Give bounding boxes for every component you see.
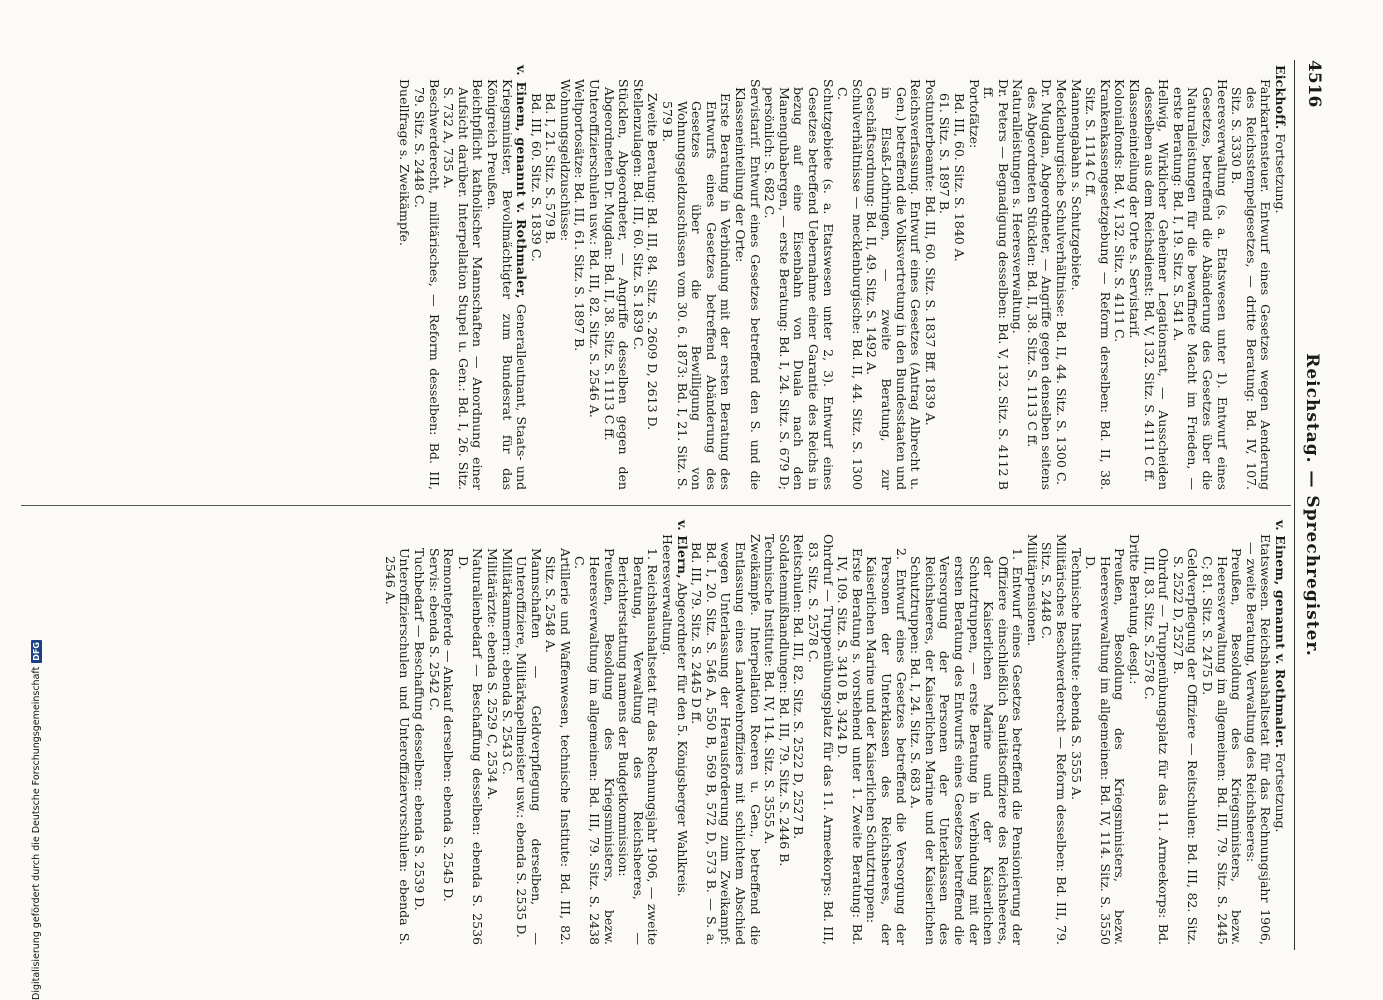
register-subentry <box>411 65 440 490</box>
entry-heading: v. Einem, genannt v. Rothmaler, <box>514 65 530 299</box>
entry-text: Reichsverfassung. Entwurf eines Gesetzes (Antrag Albrecht u. Gen.) betreffend die Volksvertretung in den Bundesstaaten und in Elsaß-Lothringen, — zweite Beratung, zur Geschäftsordnung: Bd. II, 49. Sitz. S. 1492 A. <box>864 79 924 490</box>
entry-text: Fortsetzung. <box>1273 752 1288 833</box>
register-subentry <box>1083 520 1127 945</box>
entry-text: 1. Entwurf eines Gesetzes betreffend die Pensionierung der Offiziere einschließlich Sanitätsoffiziere des Reichsheeres, der Kaiserlichen Marine und der Kaiserlichen Schutztruppen, — erste Beratung in Verbindung mit der ersten Beratung des Entwurfs eines Gesetzes betreffend die Versorgung der Personen der Unterklassen des Reichsheeres, der Kaiserlichen Marine und der Kaiserlichen Schutztruppen: Bd. I, 24. Sitz. S. 683 A. <box>908 548 1026 945</box>
entry-text: Zweikämpfe. Interpellation Roeren u. Gen., betreffend die Entlassung eines Landwehroffiziers mit schlichtem Abschied wegen Unterlassung der Herausforderung zum Zweikampf: Bd. I, 20. Sitz. S. 546 A, 550 B, 569 B, 572 D, 573 B. — S. a. Bd. III, 79. Sitz. S. 2445 D ff. <box>689 534 763 945</box>
entry-text: Erste Beratung in Verbindung mit der ersten Beratung des Entwurfs eines Gesetzes betreffend Abänderung des Gesetzes über die Bewilligung von Wohnungsgeldzuschüssen vom 30. 6. 1873: Bd. I, 21. Sitz. S. 579 B. <box>660 93 734 490</box>
register-subentry <box>441 520 456 945</box>
register-subentry <box>762 65 835 490</box>
register-subentry <box>835 65 864 490</box>
entry-text: Weltportosätze: Bd. III, 61. Sitz. S. 1897 B. <box>572 79 588 352</box>
register-subentry <box>951 65 966 490</box>
entry-text: Militärpensionen. <box>1024 534 1040 647</box>
entry-text: Militärisches Beschwerderecht — Reform desselben: Bd. III, 79. Sitz. S. 2448 C. <box>1039 534 1070 945</box>
register-subentry <box>732 65 761 490</box>
register-subentry <box>411 520 426 945</box>
entry-heading: v. Elern, <box>674 520 690 579</box>
entry-text: Artillerie und Waffenwesen, technische Institute: Bd. III, 82. Sitz. S. 2548 A. <box>543 548 573 945</box>
register-subentry <box>937 65 952 490</box>
entry-text: Stücklen, Abgeordneter, — Angriffe desselben gegen den Abgeordneten Dr. Mugdan: Bd. II, 38. Sitz. S. 1113 C ff. <box>601 79 632 490</box>
register-subentry <box>543 520 572 945</box>
register-subentry <box>1068 65 1083 490</box>
register-subentry <box>1024 65 1053 490</box>
entry-text: Militärärzte: ebenda S. 2529 C, 2534 A. <box>484 548 500 800</box>
entry-text: Remontepferde — Ankauf derselben: ebenda S. 2545 D. <box>441 548 457 902</box>
register-subentry <box>864 65 922 490</box>
register-subentry <box>835 520 864 945</box>
entry-text: Fortsetzung. <box>1273 133 1288 214</box>
entry-text: 61. Sitz. S. 1897 B. <box>937 93 953 214</box>
register-subentry <box>1126 65 1141 490</box>
register-entry <box>1272 65 1287 490</box>
entry-text: Dr. Mugdan, Abgeordneter, — Angriffe gegen denselben seitens des Abgeordneten Stücklen: Bd. II, 38. Sitz. S. 1113 C ff. <box>1024 79 1055 490</box>
digitization-caption <box>22 0 50 1000</box>
register-subentry <box>908 520 1025 945</box>
register-subentry <box>1170 520 1199 945</box>
entry-text: Fahrkartensteuer. Entwurf eines Gesetzes wegen Aenderung des Reichsstempelgesetzes, — dritte Beratung: Bd. IV, 107. Sitz. S. 3330 B. <box>1229 79 1274 490</box>
entry-text: Bd. I, 21. Sitz. S. 579 B. <box>543 93 559 245</box>
entry-text: Naturalienbedarf — Beschaffung desselben: ebenda S. 2536 D. <box>455 548 486 945</box>
register-subentry <box>1024 520 1039 945</box>
entry-text: Mecklenburgische Schulverhältnisse: Bd. II, 44. Sitz. S. 1300 C. <box>1054 79 1070 486</box>
register-subentry <box>441 65 485 490</box>
register-subentry <box>557 65 572 490</box>
entry-text: Preußen, Besoldung des Kriegsministers, bezw. Heeresverwaltung im allgemeinen: Bd. III, 79. Sitz. S. 2438 C. <box>572 548 617 945</box>
register-subentry <box>572 520 616 945</box>
entry-text: Geldverpflegung der Offiziere — Reitschulen: Bd. III, 82. Sitz. S. 2522 D, 2527 B. <box>1170 548 1201 945</box>
entry-text: Tuchbedarf — Beschaffung desselben: ebenda S. 2539 D. <box>411 548 427 911</box>
entry-text: 1. Reichshaushaltsetat für das Rechnungsjahr 1906, — zweite Beratung, Verwaltung des Reichsheeres, — Berichterstattung namens der Budgetkommission: <box>616 548 661 945</box>
register-subentry <box>791 520 806 945</box>
right-column <box>382 520 1287 945</box>
entry-text: Etatswesen. Reichshaushaltsetat für das Rechnungsjahr 1906, — zweite Beratung, Verwaltung des Reichsheeres: <box>1243 534 1274 945</box>
register-subentry <box>1010 65 1025 490</box>
entry-text: Klasseneinteilung der Orte s. Servistarif. <box>1127 79 1143 339</box>
entry-text: Heeresverwaltung (s. a. Etatswesen unter 1). Entwurf eines Gesetzes, betreffend die Abänderung des Gesetzes über die Naturalleistungen für die bewaffnete Macht im Frieden, — erste Beratung: Bd. I, 19. Sitz. S. 541 A. <box>1170 79 1230 490</box>
entry-text: Erste Beratung s. vorstehend unter 1. Zweite Beratung: Bd. IV, 109. Sitz. S. 3410 B, 3424 D. <box>835 548 865 945</box>
register-subentry <box>572 65 587 490</box>
entry-heading: Eickhoff. <box>1273 65 1288 130</box>
entry-text: Preußen, Besoldung des Kriegsministers, bezw. Heeresverwaltung im allgemeinen: Bd. III, 79. Sitz. S. 2445 C; 81. Sitz. S. 2475 D. <box>1200 548 1245 945</box>
register-subentry <box>630 65 645 490</box>
entry-text: Ohrdruf — Truppenübungsplatz für das 11. Armeekorps: Bd. III, 83. Sitz. S. 2578 C. <box>1141 548 1172 945</box>
entry-text: Technische Institute: Bd. IV, 114. Sitz. S. 3555 A. <box>762 534 778 845</box>
register-subentry <box>645 65 660 490</box>
entry-text: Unteroffizierschulen und Unteroffiziervorschulen: ebenda S. 2546 A. <box>382 548 413 945</box>
register-subentry <box>689 520 762 945</box>
entry-text: Zweite Beratung: Bd. III, 84. Sitz. S. 2609 D, 2613 D. <box>645 93 661 431</box>
entry-text: Postunterbeamte: Bd. III, 60. Sitz. S. 1837 Bff. 1839 A. <box>922 79 938 426</box>
entry-text: Duellfrage s. Zweikämpfe. <box>397 79 413 246</box>
entry-text: Mannengabahn s. Schutzgebiete. <box>1068 79 1084 291</box>
register-subentry <box>543 65 558 490</box>
digitization-note: Digitalisierung gefördert durch die Deutsche Forschungsgemeinschaft <box>30 666 42 1000</box>
entry-text: Dr. Peters — Begnadigung desselben: Bd. V, 132. Sitz. S. 4112 B ff. <box>981 79 1011 490</box>
register-subentry <box>1141 65 1170 490</box>
entry-text: Schutzgebiete (s. a. Etatswesen unter 2, 3). Entwurf eines Gesetzes betreffend Uebernahme einer Garantie des Reichs in bezug auf eine Eisenbahn von Duala nach den Manengubabergen, — erste Beratung: Bd. I, 24. Sitz. S. 679 D; persönlich: S. 682 C. <box>762 79 836 490</box>
register-entry <box>484 65 528 490</box>
register-subentry <box>864 520 908 945</box>
register-subentry <box>455 520 484 945</box>
entry-text: 2. Entwurf eines Gesetzes betreffend die Versorgung der Personen der Unterklassen des Reichsheeres, der Kaiserlichen Marine und der Kaiserlichen Schutztruppen: <box>864 548 909 945</box>
register-subentry <box>587 65 602 490</box>
entry-text: Stellenzulagen: Bd. III, 60. Sitz. S. 1839 C. <box>630 79 646 350</box>
register-subentry <box>514 520 543 945</box>
entry-text: Militärkammern: ebenda S. 2543 C. <box>499 548 515 775</box>
register-subentry <box>382 520 411 945</box>
entry-text: Servis: ebenda S. 2542 C. <box>426 548 442 711</box>
register-entry <box>674 520 689 945</box>
register-entry <box>1272 520 1287 945</box>
entry-text: Unteroffizierschulen usw.: Bd. III, 82. Sitz. S. 2546 A. <box>587 79 603 418</box>
register-subentry <box>1243 520 1272 945</box>
entry-text: Hellwig, Wirklicher Geheimer Legationsrat, — Ausscheiden desselben aus dem Reichsdienst: Bd. V, 132. Sitz. S. 4111 C ff. <box>1141 79 1172 490</box>
entry-text: Bd. III, 60. Sitz. S. 1840 A. <box>951 93 967 262</box>
register-subentry <box>805 520 834 945</box>
register-subentry <box>499 520 514 945</box>
entry-text: Heeresverwaltung. <box>660 534 676 656</box>
entry-text: Dritte Beratung, desgl.: <box>1127 534 1143 685</box>
register-subentry <box>1126 520 1141 945</box>
entry-text: Krankenkassengesetzgebung — Reform derselben: Bd. II, 38. Sitz. S. 1114 C ff. <box>1083 79 1113 490</box>
register-subentry <box>484 520 499 945</box>
register-subentry <box>1141 520 1170 945</box>
register-subentry <box>1068 520 1083 945</box>
entry-text: Kolonialfonds: Bd. V, 132. Sitz. S. 4111 C. <box>1112 79 1128 343</box>
entry-text: Wohnungsgeldzuschüsse: <box>557 79 573 242</box>
entry-text: Beschwerderecht, militärisches, — Reform desselben: Bd. III, 79. Sitz. S. 2448 C. <box>411 79 442 490</box>
register-subentry <box>762 520 777 945</box>
register-subentry <box>1039 520 1068 945</box>
entry-heading: v. Einem, genannt v. Rothmaler. <box>1273 520 1288 749</box>
register-subentry <box>426 520 441 945</box>
entry-text: Mannschaften — Geldverpflegung derselben, — Unteroffiziere, Militärkapellmeister usw.: ebenda S. 2535 D. <box>514 548 544 945</box>
entry-text: Soldatenmißhandlungen: Bd. III, 79. Sitz. S. 2446 B. <box>776 534 792 867</box>
register-subentry <box>1083 65 1112 490</box>
register-subentry <box>776 520 791 945</box>
register-subentry <box>1229 65 1273 490</box>
entry-text: Reitschulen: Bd. III, 82. Sitz. S. 2522 D, 2527 B. <box>791 534 807 840</box>
register-subentry <box>981 65 1010 490</box>
register-subentry <box>1170 65 1228 490</box>
page-header <box>1296 60 1328 950</box>
register-subentry <box>1199 520 1243 945</box>
running-title: Reichstag. — Sprechregister. <box>1302 353 1322 657</box>
register-subentry <box>616 520 660 945</box>
register-subentry <box>601 65 630 490</box>
entry-text: Generalleutnant, Staats- und Kriegsminister, Bevollmächtigter zum Bundesrat für das Königreich Preußen. <box>484 79 530 491</box>
register-subentry <box>397 65 412 490</box>
register-subentry <box>1112 65 1127 490</box>
left-column <box>397 65 1287 490</box>
register-subentry <box>922 65 937 490</box>
register-subentry <box>1054 65 1069 490</box>
entry-text: Portofätze: <box>966 79 982 149</box>
register-subentry <box>528 65 543 490</box>
entry-text: Beichtpflicht katholischer Mannschaften — Anordnung einer Aufsicht darüber. Interpellation Stupel u. Gen.: Bd. I, 26. Sitz. S. 732 A, 735 A. <box>441 79 486 490</box>
dfg-logo: DFG <box>31 642 41 661</box>
entry-text: Preußen, Besoldung des Kriegsministers, bezw. Heeresverwaltung im allgemeinen: Bd. IV, 114. Sitz. S. 3550 D. <box>1083 548 1128 945</box>
entry-text: Servistarif. Entwurf eines Gesetzes betreffend den S. und die Klasseneinteilung der Orte: <box>733 79 763 490</box>
entry-text: Schulverhältnisse — mecklenburgische: Bd. II, 44. Sitz. S. 1300 C. <box>835 79 865 490</box>
page-number: 4516 <box>1304 60 1324 108</box>
entry-text: Ohrdruf — Truppenübungsplatz für das 11. Armeekorps: Bd. III, 83. Sitz. S. 2578 C. <box>806 534 836 945</box>
register-subentry <box>659 520 674 945</box>
entry-text: Bd. III, 60. Sitz. S. 1839 C. <box>528 93 544 262</box>
register-subentry <box>659 65 732 490</box>
header-rule <box>1294 60 1295 950</box>
entry-text: Technische Institute: ebenda S. 3555 A. <box>1068 548 1084 800</box>
column-divider <box>21 505 1291 506</box>
register-subentry <box>966 65 981 490</box>
entry-text: Naturalleistungen s. Heeresverwaltung. <box>1010 79 1026 334</box>
entry-text: Abgeordneter für den 5. Königsberger Wahlkreis. <box>674 582 690 897</box>
